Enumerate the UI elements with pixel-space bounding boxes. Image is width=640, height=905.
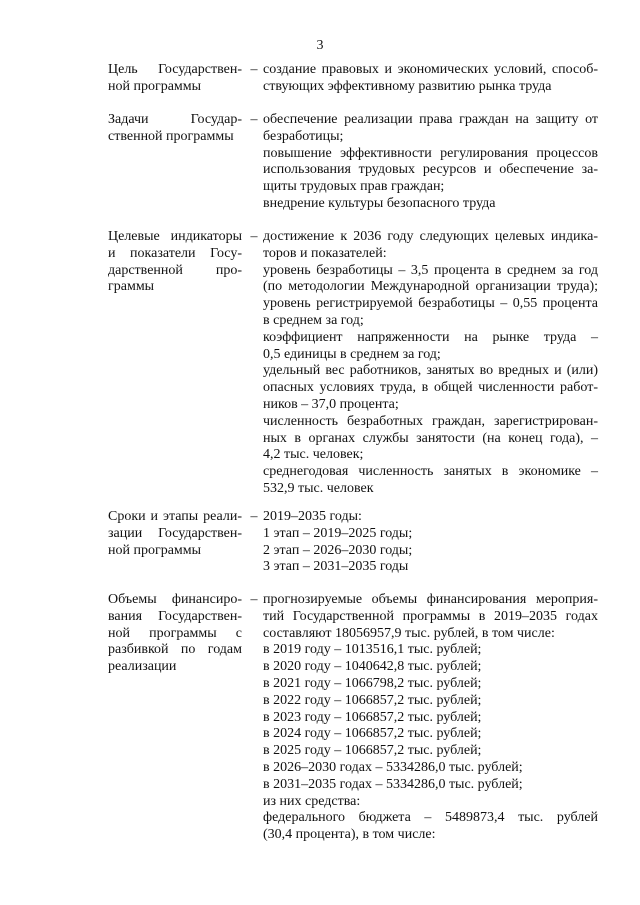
content-line: создание правовых и экономических условий, способ- [263,62,598,77]
content-line: коэффициент напряженности на рынке труда – [263,329,598,345]
content-line: достижение к 2036 году следующих целевых индика- [263,229,598,244]
section-content [263,592,598,844]
content-line: 0,5 единицы в среднем за год; [263,346,441,362]
label-line: реализации [108,659,177,675]
label-line: и показатели Госу- [108,245,242,261]
content-line: численность безработных граждан, зарегистрирован- [263,413,598,429]
content-line: прогнозируемые объемы финансирования мероприя- [263,592,598,607]
content-line: составляют 18056957,9 тыс. рублей, в том числе: [263,625,555,641]
content-line: (по методологии Международной организации труда); [263,279,598,295]
section-label [108,112,242,146]
section-content [263,112,598,213]
section-content [263,229,598,498]
label-line: Задачи Государ- [108,112,242,127]
section-label [108,62,242,96]
content-line: в 2025 году – 1066857,2 тыс. рублей; [263,743,482,759]
section-label [108,229,242,296]
content-line: федерального бюджета – 5489873,4 тыс. рублей [263,810,598,826]
content-line: повышение эффективности регулирования процессов [263,145,598,161]
section-content [263,509,598,576]
content-line: в 2019 году – 1013516,1 тыс. рублей; [263,642,482,658]
content-line: в 2026–2030 годах – 5334286,0 тыс. рублей; [263,759,523,775]
label-line: дарственной про- [108,262,242,278]
content-line: в 2020 году – 1040642,8 тыс. рублей; [263,659,482,675]
content-line: 1 этап – 2019–2025 годы; [263,525,413,541]
dash-separator: – [250,112,258,127]
dash-separator: – [250,229,258,244]
content-line: ных в органах службы занятости (на конец года), – [263,430,598,446]
dash-separator: – [250,62,258,77]
content-line: опасных условиях труда, в общей численности работ- [263,380,598,396]
content-line: (30,4 процента), в том числе: [263,827,436,843]
content-line: в 2023 году – 1066857,2 тыс. рублей; [263,709,482,725]
content-line: в 2024 году – 1066857,2 тыс. рублей; [263,726,482,742]
label-line: Сроки и этапы реали- [108,509,242,524]
page-number: 3 [316,38,324,53]
content-line: внедрение культуры безопасного труда [263,195,496,211]
section-label [108,592,242,676]
content-line: уровень безработицы – 3,5 процента в среднем за год [263,262,598,278]
content-line: в 2021 году – 1066798,2 тыс. рублей; [263,675,482,691]
label-line: Цель Государствен- [108,62,242,77]
content-line: в 2022 году – 1066857,2 тыс. рублей; [263,692,482,708]
content-line: уровень регистрируемой безработицы – 0,55 процента [263,296,598,312]
label-line: разбивкой по годам [108,642,242,658]
content-line: 2019–2035 годы: [263,509,362,524]
content-line: щиты трудовых прав граждан; [263,179,445,195]
label-line: Целевые индикаторы [108,229,242,244]
content-line: ников – 37,0 процента; [263,396,399,412]
dash-separator: – [250,509,258,524]
section-content [263,62,598,96]
label-line: ной программы с [108,625,242,641]
content-line: безработицы; [263,128,344,144]
content-line: в среднем за год; [263,312,364,328]
label-line: граммы [108,279,155,295]
label-line: ственной программы [108,128,234,144]
content-line: из них средства: [263,793,361,809]
content-line: обеспечение реализации права граждан на защиту от [263,112,598,127]
label-line: ной программы [108,542,202,558]
content-line: 3 этап – 2031–2035 годы [263,559,409,575]
content-line: среднегодовая численность занятых в экономике – [263,464,598,480]
label-line: вания Государствен- [108,608,242,624]
content-line: 4,2 тыс. человек; [263,447,364,463]
label-line: ной программы [108,78,202,94]
content-line: использования трудовых ресурсов и обеспечение за- [263,162,598,178]
dash-separator: – [250,592,258,607]
section-label [108,509,242,559]
content-line: тий Государственной программы в 2019–2035 годах [263,608,598,624]
content-line: 2 этап – 2026–2030 годы; [263,542,413,558]
content-line: ствующих эффективному развитию рынка труда [263,78,552,94]
content-line: 532,9 тыс. человек [263,480,374,496]
content-line: торов и показателей: [263,245,387,261]
content-line: в 2031–2035 годах – 5334286,0 тыс. рублей; [263,776,523,792]
label-line: зации Государствен- [108,525,242,541]
content-line: удельный вес работников, занятых во вредных и (или) [263,363,598,379]
label-line: Объемы финансиро- [108,592,242,607]
